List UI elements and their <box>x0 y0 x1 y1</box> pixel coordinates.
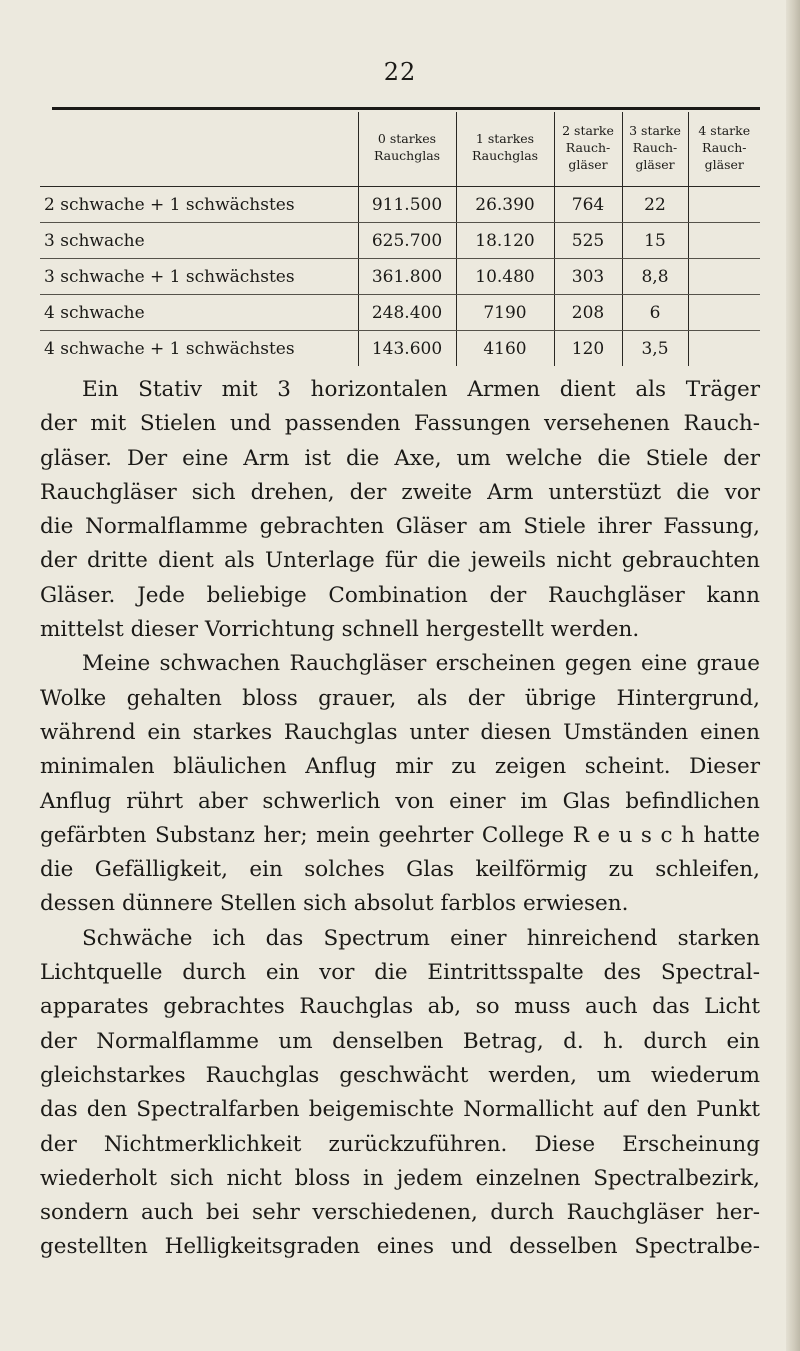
text-line: wiederholt sich nicht bloss in jedem einzelnen Spectralbezirk, <box>40 1165 760 1191</box>
header-4-starke <box>688 112 760 187</box>
table-cell <box>688 295 760 331</box>
text-line: Wolke gehalten bloss grauer, als der übrige Hintergrund, <box>40 685 760 711</box>
text-line: die Gefälligkeit, ein solches Glas keilförmig zu schleifen, <box>40 857 760 883</box>
table-row <box>40 187 760 223</box>
text-line: apparates gebrachtes Rauchglas ab, so muss auch das Licht <box>40 994 760 1020</box>
text-line: Meine schwachen Rauchgläser erscheinen gegen eine graue <box>82 651 760 677</box>
text-line: während ein starkes Rauchglas unter diesen Umständen einen <box>40 719 760 745</box>
table-cell: 18.120 <box>456 223 554 259</box>
table-top-rule <box>52 107 760 110</box>
text-line: mittelst dieser Vorrichtung schnell hergestellt werden. <box>40 617 640 643</box>
table-cell: 8,8 <box>622 259 688 295</box>
text-line: der Nichtmerklichkeit zurückzuführen. Diese Erscheinung <box>40 1131 760 1157</box>
table-cell: 625.700 <box>358 223 456 259</box>
text-line: die Normalflamme gebrachten Gläser am Stiele ihrer Fassung, <box>40 514 760 540</box>
table-row <box>40 295 760 331</box>
table-cell: 10.480 <box>456 259 554 295</box>
header-label: 4 starke Rauch- gläser <box>698 122 751 172</box>
text-line: Schwäche ich das Spectrum einer hinreichend starken <box>82 925 760 951</box>
text-line: minimalen bläulichen Anflug mir zu zeigen scheint. Dieser <box>40 754 760 780</box>
table-cell: 3,5 <box>622 331 688 367</box>
row-label: 3 schwache + 1 schwächstes <box>40 259 358 295</box>
table-row <box>40 259 760 295</box>
table-cell: 303 <box>554 259 622 295</box>
header-label: 0 starkes Rauchglas <box>373 131 441 163</box>
text-line: gefärbten Substanz her; mein geehrter College R e u s c h hatte <box>40 822 760 848</box>
text-line: der mit Stielen und passenden Fassungen versehenen Rauch- <box>40 411 760 437</box>
text-line: Anflug rührt aber schwerlich von einer im Glas befindlichen <box>40 788 760 814</box>
header-label: 1 starkes Rauchglas <box>471 131 539 163</box>
body-text <box>40 373 760 1265</box>
smoke-glass-table <box>40 112 760 366</box>
table-cell: 208 <box>554 295 622 331</box>
header-0-starkes <box>358 112 456 187</box>
table-cell: 120 <box>554 331 622 367</box>
text-line: der Normalflamme um denselben Betrag, d. h. durch ein <box>40 1028 760 1054</box>
table-cell <box>688 187 760 223</box>
header-2-starke <box>554 112 622 187</box>
table-header-row <box>40 112 760 187</box>
text-line: Ein Stativ mit 3 horizontalen Armen dient als Träger <box>82 377 760 402</box>
row-label: 2 schwache + 1 schwächstes <box>40 187 358 223</box>
text-line: Gläser. Jede beliebige Combination der Rauchgläser kann <box>40 582 760 608</box>
header-label: 3 starke Rauch- gläser <box>629 122 681 172</box>
table-cell: 15 <box>622 223 688 259</box>
header-1-starkes <box>456 112 554 187</box>
table-cell: 361.800 <box>358 259 456 295</box>
text-line: gleichstarkes Rauchglas geschwächt werden, um wiederum <box>40 1062 760 1088</box>
paragraph-rauchglaeser <box>40 647 760 921</box>
table-cell: 764 <box>554 187 622 223</box>
table-cell <box>688 331 760 367</box>
row-label: 3 schwache <box>40 223 358 259</box>
text-line: gestellten Helligkeitsgraden eines und desselben Spectralbe- <box>40 1234 760 1260</box>
table-cell: 248.400 <box>358 295 456 331</box>
table-cell: 22 <box>622 187 688 223</box>
text-line: gläser. Der eine Arm ist die Axe, um welche die Stiele der <box>40 445 760 471</box>
page-edge-shadow <box>786 0 800 1351</box>
table-cell: 7190 <box>456 295 554 331</box>
text-line: dessen dünnere Stellen sich absolut farblos erwiesen. <box>40 891 629 917</box>
table-cell: 4160 <box>456 331 554 367</box>
table-cell: 26.390 <box>456 187 554 223</box>
paragraph-stativ <box>40 373 760 647</box>
table-row <box>40 223 760 259</box>
table-cell <box>688 223 760 259</box>
page-number: 22 <box>383 58 417 86</box>
header-label: 2 starke Rauch- gläser <box>562 122 614 172</box>
header-3-starke <box>622 112 688 187</box>
table-cell <box>688 259 760 295</box>
row-label: 4 schwache + 1 schwächstes <box>44 338 295 359</box>
text-line: Lichtquelle durch ein vor die Eintrittsspalte des Spectral- <box>40 960 760 986</box>
paragraph-spectrum <box>40 922 760 1265</box>
text-line: der dritte dient als Unterlage für die jeweils nicht gebrauchten <box>40 548 760 574</box>
header-corner <box>40 112 358 187</box>
text-line: Rauchgläser sich drehen, der zweite Arm unterstüzt die vor <box>40 479 760 505</box>
table-row <box>40 331 760 367</box>
row-label: 4 schwache <box>40 295 358 331</box>
text-line: das den Spectralfarben beigemischte Normallicht auf den Punkt <box>40 1097 760 1123</box>
table-cell: 6 <box>622 295 688 331</box>
table-cell: 525 <box>554 223 622 259</box>
table-cell: 143.600 <box>358 331 456 367</box>
text-line: sondern auch bei sehr verschiedenen, durch Rauchgläser her- <box>40 1200 760 1226</box>
table-cell: 911.500 <box>358 187 456 223</box>
